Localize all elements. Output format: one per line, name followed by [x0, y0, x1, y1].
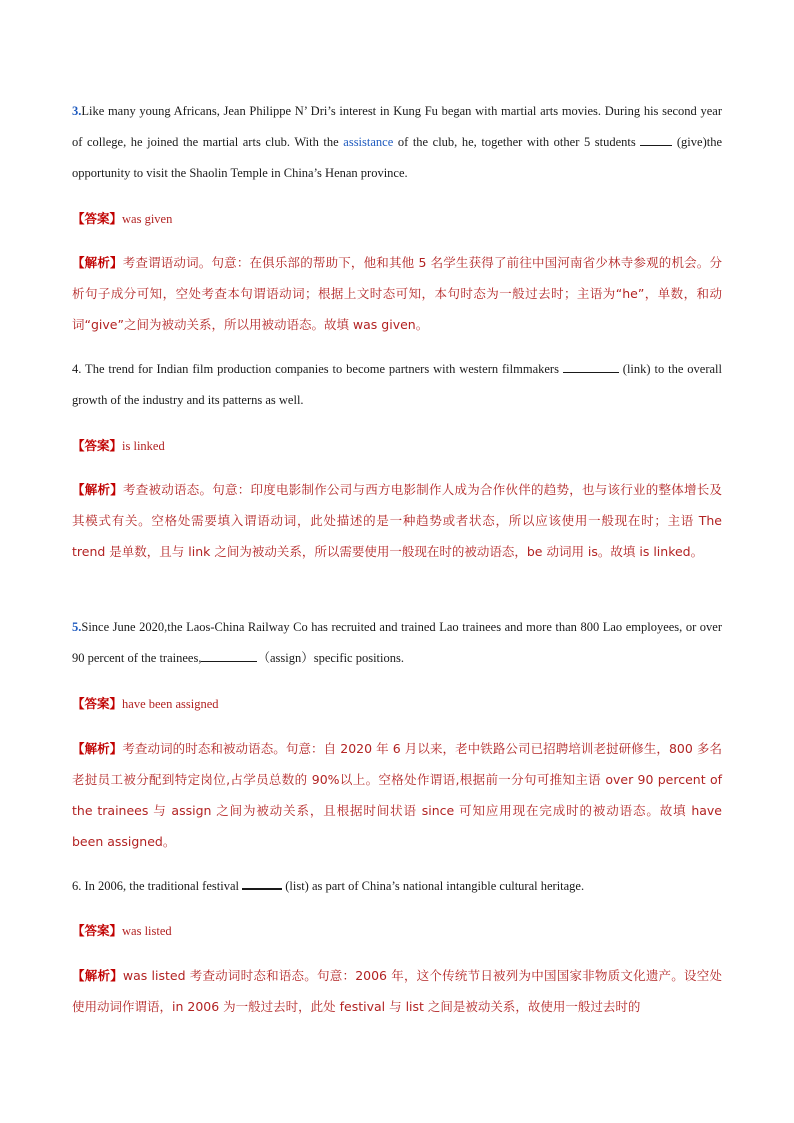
- highlight-word: assistance: [343, 135, 394, 149]
- question-text: of the club, he, together with other 5 students: [393, 135, 641, 149]
- analysis-tag: 【解析】: [72, 741, 123, 756]
- analysis-5: [72, 733, 722, 857]
- answer-4: [72, 430, 722, 462]
- question-text: Like many young Africans, Jean Philippe N’ Dri’s interest in Kung Fu began with martial arts movies. During his second year of college, he joined the martial arts club. With the: [72, 104, 722, 149]
- answer-tag: 【答案】: [72, 696, 123, 711]
- answer-tag: 【答案】: [72, 923, 123, 938]
- question-4: [72, 354, 722, 416]
- analysis-tag: 【解析】: [72, 482, 123, 497]
- analysis-text: 考查被动语态。句意：印度电影制作公司与西方电影制作人成为合作伙伴的趋势，也与该行业的整体增长及其模式有关。空格处需要填入谓语动词，此处描述的是一种趋势或者状态，所以应该使用一般现在时；主语 The trend 是单数，且与 link 之间为被动关系，所以需要使用一般现在时的被动语态，be 动词用 is。故填 is linked。: [72, 482, 722, 559]
- analysis-text: 考查谓语动词。句意：在俱乐部的帮助下，他和其他 5 名学生获得了前往中国河南省少林寺参观的机会。分析句子成分可知，空处考查本句谓语动词；根据上文时态可知，本句时态为一般过去时；主语为“he”，单数，和动词“give”之间为被动关系，所以用被动语态。故填 was given。: [72, 255, 722, 332]
- answer-text: was listed: [122, 924, 172, 938]
- question-text: 4. The trend for Indian film production companies to become partners with western filmmakers: [72, 362, 563, 376]
- question-text: 6. In 2006, the traditional festival: [72, 879, 243, 893]
- analysis-text: was listed 考查动词时态和语态。句意：2006 年，这个传统节日被列为中国国家非物质文化遗产。设空处使用动词作谓语，in 2006 为一般过去时，此处 festival 与 list 之间是被动关系，故使用一般过去时的: [72, 968, 722, 1014]
- question-5: [72, 612, 722, 674]
- question-number: 5.: [72, 620, 82, 634]
- question-text: (link) to the overall growth of the industry and its patterns as well.: [72, 362, 722, 407]
- answer-3: [72, 203, 722, 235]
- analysis-tag: 【解析】: [72, 255, 123, 270]
- answer-text: is linked: [122, 439, 165, 453]
- answer-tag: 【答案】: [72, 438, 123, 453]
- answer-text: have been assigned: [122, 697, 219, 711]
- answer-5: [72, 688, 722, 720]
- question-number: 3.: [72, 104, 82, 118]
- question-text: （assign）specific positions.: [257, 651, 404, 665]
- answer-tag: 【答案】: [72, 211, 123, 226]
- answer-blank: [640, 135, 672, 146]
- answer-text: was given: [122, 212, 173, 226]
- answer-6: [72, 915, 722, 947]
- analysis-tag: 【解析】: [72, 968, 123, 983]
- answer-blank: [242, 878, 282, 890]
- analysis-4: [72, 474, 722, 567]
- question-3: [72, 96, 722, 189]
- answer-blank: [201, 651, 257, 662]
- question-text: Since June 2020,the Laos-China Railway Co has recruited and trained Lao trainees and more than 800 Lao employees, or over 90 percent of the trainees,: [72, 620, 722, 665]
- analysis-text: 考查动词的时态和被动语态。句意：自 2020 年 6 月以来，老中铁路公司已招聘培训老挝研修生，800 多名老挝员工被分配到特定岗位,占学员总数的 90%以上。空格处作谓语,根据前一分句可推知主语 over 90 percent of the trainees 与 assign 之间为被动关系，且根据时间状语 since 可知应用现在完成时的被动语态。故填 have been assigned。: [72, 741, 722, 849]
- question-text: (give)the opportunity to visit the Shaolin Temple in China’s Henan province.: [72, 135, 722, 180]
- answer-blank: [563, 362, 619, 373]
- question-text: (list) as part of China’s national intangible cultural heritage.: [282, 879, 585, 893]
- analysis-6: [72, 960, 722, 1022]
- question-6: [72, 871, 722, 902]
- analysis-3: [72, 247, 722, 340]
